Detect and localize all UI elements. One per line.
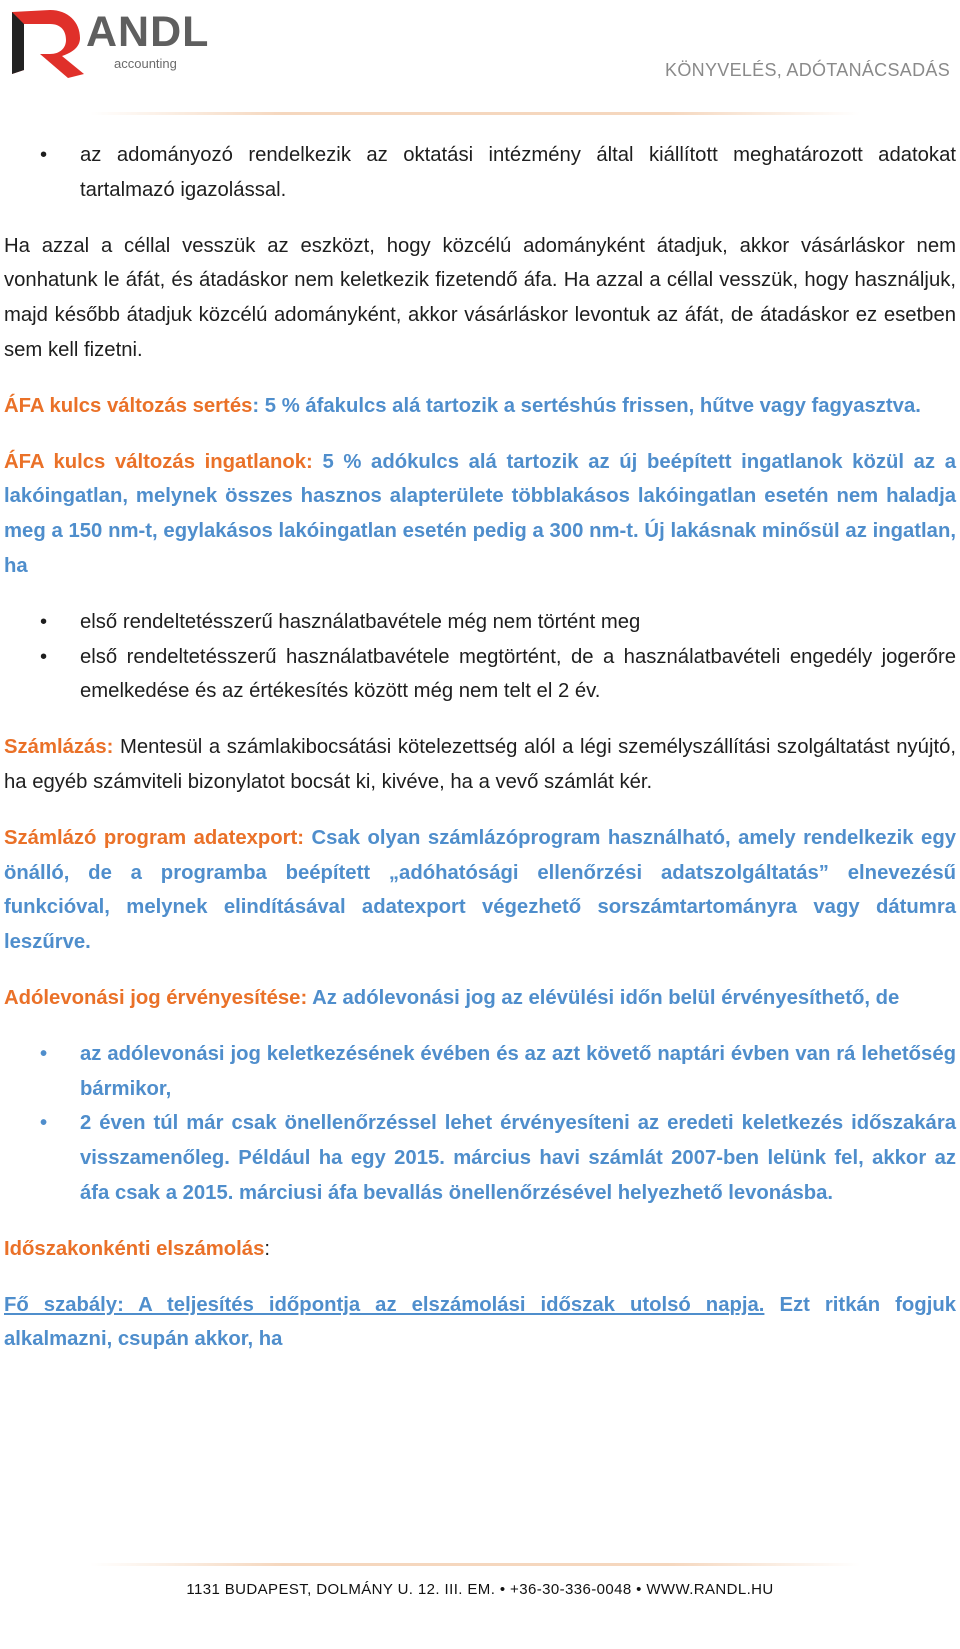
section-label: Számlázó program adatexport: [4, 826, 305, 849]
paragraph-pork-vat [4, 389, 956, 424]
header-divider [90, 112, 860, 115]
section-text: Ezt ritkán fogjuk alkalmazni, csupán akkor, ha [4, 1293, 957, 1351]
list-item: • az adományozó rendelkezik az oktatási intézmény által kiállított meghatározott adatokat tartalmazó igazolással. [4, 138, 956, 208]
section-label: ÁFA kulcs változás sertés [4, 394, 253, 417]
footer-divider [90, 1563, 860, 1566]
paragraph-property-vat [4, 445, 956, 584]
section-text: Mentesül a számlakibocsátási kötelezettség alól a légi személyszállítási szolgáltatást nyújtó, ha egyéb számviteli bizonylatot bocsát ki, kivéve, ha a vevő számlát kér. [4, 736, 956, 793]
header-tagline: KÖNYVELÉS, ADÓTANÁCSADÁS [665, 60, 950, 80]
list-item: • első rendeltetésszerű használatbavétele még nem történt meg [4, 605, 956, 640]
brand-subtitle: accounting [114, 56, 177, 71]
main-rule-underlined: Fő szabály: A teljesítés időpontja az elszámolási időszak utolsó napja. [4, 1293, 765, 1316]
list-item: • az adólevonási jog keletkezésének évében és az azt követő naptári évben van rá lehetőség bármikor, [4, 1037, 956, 1107]
page-header [0, 0, 960, 115]
paragraph-main-rule [4, 1288, 956, 1358]
label-colon: : [252, 394, 260, 417]
page-footer: 1131 BUDAPEST, DOLMÁNY U. 12. III. EM. • +36-30-336-0048 • WWW.RANDL.HU [186, 1581, 774, 1598]
section-text: 5 % adókulcs alá tartozik az új beépített ingatlanok közül az a lakóingatlan, melynek összes hasznos alapterülete többlakásos lakóingatlan esetén nem haladja meg a 150 nm-t, egylakásos lakóingatlan esetén pedig a 300 nm-t. Új lakásnak minősül az ingatlan, ha [4, 450, 956, 577]
section-text: Az adólevonási jog az elévülési időn belül érvényesíthető, de [307, 986, 900, 1009]
section-label: Számlázás: [4, 736, 114, 759]
brand-name: ANDL [86, 8, 210, 56]
section-label: Időszakonkénti elszámolás [4, 1237, 265, 1260]
paragraph-invoice-export [4, 821, 956, 960]
section-label: Adólevonási jog érvényesítése: [4, 986, 308, 1009]
paragraph-periodic-settlement [4, 1232, 956, 1267]
donation-bullet-list [4, 138, 956, 208]
document-body [4, 138, 956, 1378]
list-item: • első rendeltetésszerű használatbavétele megtörtént, de a használatbavételi engedély jogerőre emelkedése és az értékesítés között még nem telt el 2 év. [4, 640, 956, 710]
paragraph-donation-vat: Ha azzal a céllal vesszük az eszközt, hogy közcélú adományként átadjuk, akkor vásárláskor nem vonhatunk le áfát, és átadáskor nem keletkezik fizetendő áfa. Ha azzal a céllal vesszük, hogy használjuk, majd később átadjuk közcélú adományként, akkor vásárláskor levontuk az áfát, de átadáskor ez esetben sem kell fizetni. [4, 234, 956, 361]
section-text: Csak olyan számlázóprogram használható, amely rendelkezik egy önálló, de a programba beépített „adóhatósági ellenőrzési adatszolgáltatás” elnevezésű funkcióval, melynek elindításával adatexport végezhető sorszámtartományra vagy dátumra leszűrve. [4, 826, 956, 954]
deduction-bullet-list [4, 1037, 956, 1211]
paragraph-deduction-right [4, 981, 956, 1016]
label-colon: : [264, 1237, 271, 1260]
property-bullet-list [4, 605, 956, 709]
section-text: 5 % áfakulcs alá tartozik a sertéshús frissen, hűtve vagy fagyasztva. [259, 394, 921, 417]
section-label: ÁFA kulcs változás ingatlanok: [4, 450, 313, 473]
paragraph-invoicing [4, 730, 956, 800]
list-item: • 2 éven túl már csak önellenőrzéssel lehet érvényesíteni az eredeti keletkezés időszakára visszamenőleg. Például ha egy 2015. március havi számlát 2007-ben lelünk fel, akkor az áfa csak a 2015. márciusi áfa bevallás önellenőrzésével helyezhető levonásba. [4, 1106, 956, 1210]
